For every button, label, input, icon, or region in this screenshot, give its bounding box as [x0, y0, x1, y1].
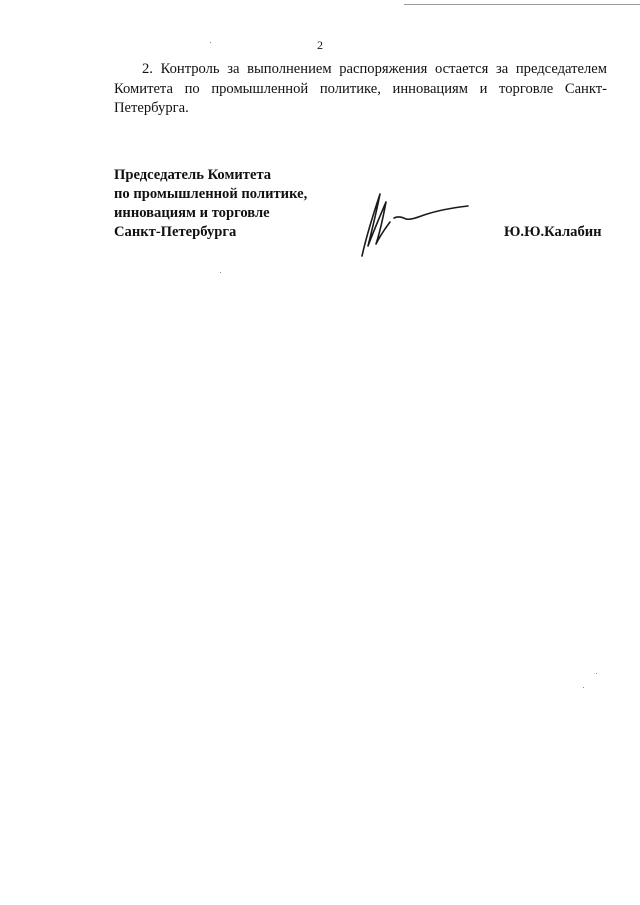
- page-number: 2: [317, 38, 323, 52]
- signatory-title-line: по промышленной политике,: [114, 186, 308, 202]
- scan-speck: [220, 272, 221, 273]
- scan-speck: [583, 687, 584, 688]
- signatory-title: [114, 166, 307, 242]
- handwritten-signature-icon: [350, 186, 480, 258]
- scan-speck: [210, 42, 211, 43]
- signatory-title-line: Председатель Комитета: [114, 167, 272, 183]
- control-clause-paragraph: 2. Контроль за выполнением распоряжения остается за председателем Комитета по промышленной политике, инновациям и торговле Санкт-Петербурга.: [114, 61, 607, 116]
- scan-edge-rule: [404, 4, 640, 5]
- scan-speck: [596, 673, 597, 674]
- signatory-title-line: инновациям и торговле: [114, 205, 270, 221]
- signatory-title-line: Санкт-Петербурга: [114, 224, 237, 240]
- signer-name: Ю.Ю.Калабин: [504, 224, 602, 240]
